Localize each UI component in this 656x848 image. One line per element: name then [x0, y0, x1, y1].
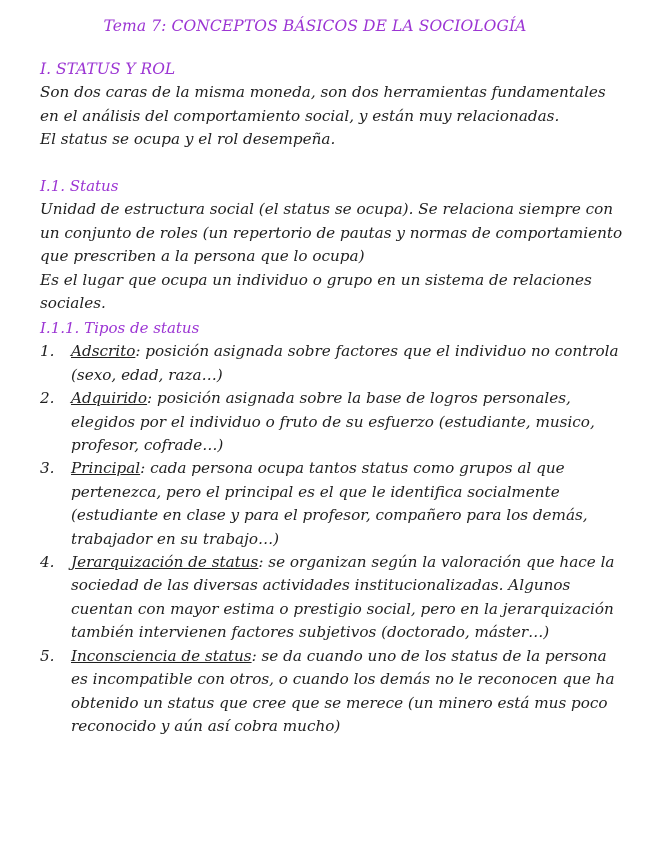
list-item	[40, 387, 625, 457]
list-text: : se da cuando uno de los status de la persona es incompatible con otros, o cuando los demás no le reconocen que ha obtenido un status que cree que se merece (un minero está mus poco reconocido y aún así cobra mucho)	[71, 646, 615, 735]
subsection-heading: I.1. Status	[40, 177, 119, 195]
subsubsection-heading: I.1.1. Tipos de status	[40, 319, 200, 337]
list-term: Adquirido	[71, 389, 148, 408]
list-number: 1.	[40, 342, 55, 361]
list-text: : posición asignada sobre factores que el individuo no controla (sexo, edad, raza…)	[71, 342, 619, 384]
list-number: 5.	[40, 646, 55, 665]
list-text: : se organizan según la valoración que hace la sociedad de las diversas actividades institucionalizadas. Algunos cuentan con mayor estima o prestigio social, pero en la jerarquización también intervienen factores subjetivos (doctorado, máster…)	[71, 553, 615, 642]
section-heading: I. STATUS Y ROL	[40, 60, 176, 78]
list-term: Inconsciencia de status	[71, 646, 252, 665]
list-item	[40, 645, 625, 739]
paragraph: Es el lugar que ocupa un individuo o grupo en un sistema de relaciones sociales.	[40, 270, 592, 313]
list-number: 3.	[40, 459, 55, 478]
paragraph: El status se ocupa y el rol desempeña.	[40, 130, 336, 149]
list-text: : cada persona ocupa tantos status como grupos al que pertenezca, pero el principal es el que le identifica socialmente (estudiante en clase y para el profesor, compañero para los demás, trabajador en su trabajo…)	[71, 459, 588, 548]
list-item	[40, 551, 625, 645]
section-status	[40, 175, 625, 315]
list-text: : posición asignada sobre la base de logros personales, elegidos por el individuo o fruto de su esfuerzo (estudiante, musico, profesor, cofrade…)	[71, 389, 595, 455]
list-item	[40, 340, 625, 387]
list-number: 4.	[40, 553, 55, 572]
list-number: 2.	[40, 389, 55, 408]
section-status-y-rol	[40, 58, 625, 152]
list-term: Principal	[71, 459, 141, 478]
document-title: Tema 7: CONCEPTOS BÁSICOS DE LA SOCIOLOGÍA	[103, 17, 527, 35]
paragraph: Son dos caras de la misma moneda, son dos herramientas fundamentales en el análisis del comportamiento social, y están muy relacionadas.	[40, 83, 606, 125]
section-tipos-de-status	[40, 317, 625, 738]
status-types-list	[40, 340, 625, 738]
paragraph: Unidad de estructura social (el status se ocupa). Se relaciona siempre con un conjunto de roles (un repertorio de pautas y normas de comportamiento que prescriben a la persona que lo ocupa)	[40, 200, 623, 266]
list-term: Adscrito	[71, 342, 136, 361]
list-item	[40, 457, 625, 551]
list-term: Jerarquización de status	[71, 553, 259, 572]
